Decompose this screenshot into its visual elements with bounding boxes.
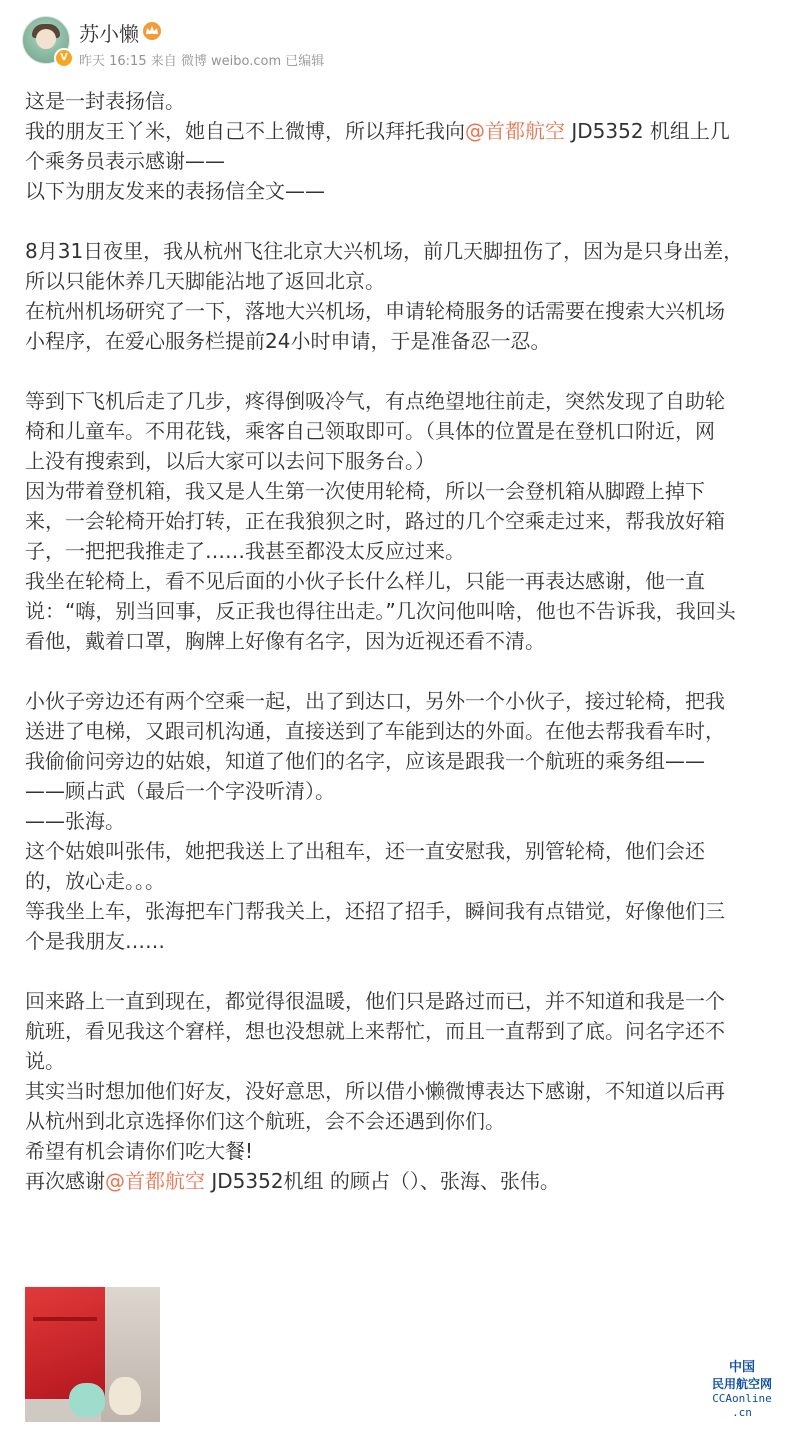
photo-shoe-left (69, 1383, 105, 1417)
text-span: 我的朋友王丫米，她自己不上微博，所以拜托我向 (25, 119, 465, 143)
mention-link[interactable]: @首都航空 (105, 1169, 205, 1193)
paragraph-gap (25, 656, 785, 686)
post-photo-thumbnail[interactable] (25, 1287, 160, 1422)
photo-suitcase (25, 1287, 105, 1399)
text-line: 航班，看见我这个窘样，想也没想就上来帮忙，而且一直帮到了底。问名字还不 (25, 1019, 725, 1043)
paragraph-gap (25, 956, 785, 986)
text-line (25, 116, 785, 146)
text-line: 看他，戴着口罩，胸牌上好像有名字，因为近视还看不清。 (25, 629, 545, 653)
crown-icon[interactable] (142, 22, 162, 40)
text-line: 8月31日夜里，我从杭州飞往北京大兴机场，前几天脚扭伤了，因为是只身出差， (25, 239, 744, 263)
username[interactable]: 苏小懒 (79, 22, 139, 46)
text-line: 说。 (25, 1049, 65, 1073)
photo-shoe-right (109, 1377, 141, 1415)
text-line: 回来路上一直到现在，都觉得很温暖，他们只是路过而已，并不知道和我是一个 (25, 989, 725, 1013)
text-line: 以下为朋友发来的表扬信全文—— (25, 179, 325, 203)
paragraph-gap (25, 206, 785, 236)
post-body (25, 86, 785, 1196)
text-line: 上没有搜索到，以后大家可以去问下服务台。） (25, 449, 435, 473)
text-span: JD5352机组 的顾占（）、张海、张伟。 (205, 1169, 560, 1193)
text-line: 送进了电梯，又跟司机沟通，直接送到了车能到达的外面。在他去帮我看车时， (25, 719, 725, 743)
text-line: 子，一把把我推走了……我甚至都没太反应过来。 (25, 539, 465, 563)
text-line: 椅和儿童车。不用花钱，乘客自己领取即可。（具体的位置是在登机口附近，网 (25, 419, 715, 443)
post-header (0, 0, 800, 80)
text-line: 我偷偷问旁边的姑娘，知道了他们的名字，应该是跟我一个航班的乘务组—— (25, 749, 705, 773)
text-line (25, 1166, 785, 1196)
text-line: 等我坐上车，张海把车门帮我关上，还招了招手，瞬间我有点错觉，好像他们三 (25, 899, 725, 923)
text-line: 因为带着登机箱，我又是人生第一次使用轮椅，所以一会登机箱从脚蹬上掉下 (25, 479, 705, 503)
site-watermark (706, 1360, 778, 1420)
text-line: 个乘务员表示感谢—— (25, 149, 225, 173)
watermark-line: CCAonline (712, 1392, 772, 1405)
text-line: 小伙子旁边还有两个空乘一起，出了到达口，另外一个小伙子，接过轮椅，把我 (25, 689, 725, 713)
paragraph-gap (25, 356, 785, 386)
text-line: 在杭州机场研究了一下，落地大兴机场，申请轮椅服务的话需要在搜索大兴机场 (25, 299, 725, 323)
text-line: 的，放心走。。。 (25, 869, 165, 893)
watermark-line: .cn (732, 1406, 752, 1419)
text-line: 小程序，在爱心服务栏提前24小时申请，于是准备忍一忍。 (25, 329, 551, 353)
mention-link[interactable]: @首都航空 (465, 119, 565, 143)
text-line: 等到下飞机后走了几步，疼得倒吸冷气，有点绝望地往前走，突然发现了自助轮 (25, 389, 725, 413)
post-meta: 昨天 16:15 来自 微博 weibo.com 已编辑 (79, 54, 325, 69)
text-line: 这是一封表扬信。 (25, 89, 185, 113)
suitcase-rib (33, 1317, 97, 1321)
text-span: 再次感谢 (25, 1169, 105, 1193)
text-line: 说：“嗨，别当回事，反正我也得往出走。”几次问他叫啥，他也不告诉我，我回头 (25, 599, 736, 623)
text-line: 从杭州到北京选择你们这个航班，会不会还遇到你们。 (25, 1109, 505, 1133)
text-line: ——张海。 (25, 809, 125, 833)
text-line: 其实当时想加他们好友，没好意思，所以借小懒微博表达下感谢，不知道以后再 (25, 1079, 725, 1103)
watermark-line: 民用航空网 (711, 1377, 772, 1391)
verified-badge-icon: V (54, 48, 74, 68)
text-line: 来，一会轮椅开始打转，正在我狼狈之时，路过的几个空乘走过来，帮我放好箱 (25, 509, 725, 533)
text-line: 希望有机会请你们吃大餐! (25, 1139, 254, 1163)
text-line: ——顾占武（最后一个字没听清）。 (25, 779, 335, 803)
text-span: JD5352 机组上几 (565, 119, 730, 143)
avatar-face (36, 29, 56, 49)
text-line: 个是我朋友…… (25, 929, 165, 953)
text-line: 我坐在轮椅上，看不见后面的小伙子长什么样儿，只能一再表达感谢，他一直 (25, 569, 705, 593)
text-line: 这个姑娘叫张伟，她把我送上了出租车，还一直安慰我，别管轮椅，他们会还 (25, 839, 705, 863)
text-line: 所以只能休养几天脚能沾地了返回北京。 (25, 269, 385, 293)
watermark-line: 中国 (728, 1360, 755, 1375)
